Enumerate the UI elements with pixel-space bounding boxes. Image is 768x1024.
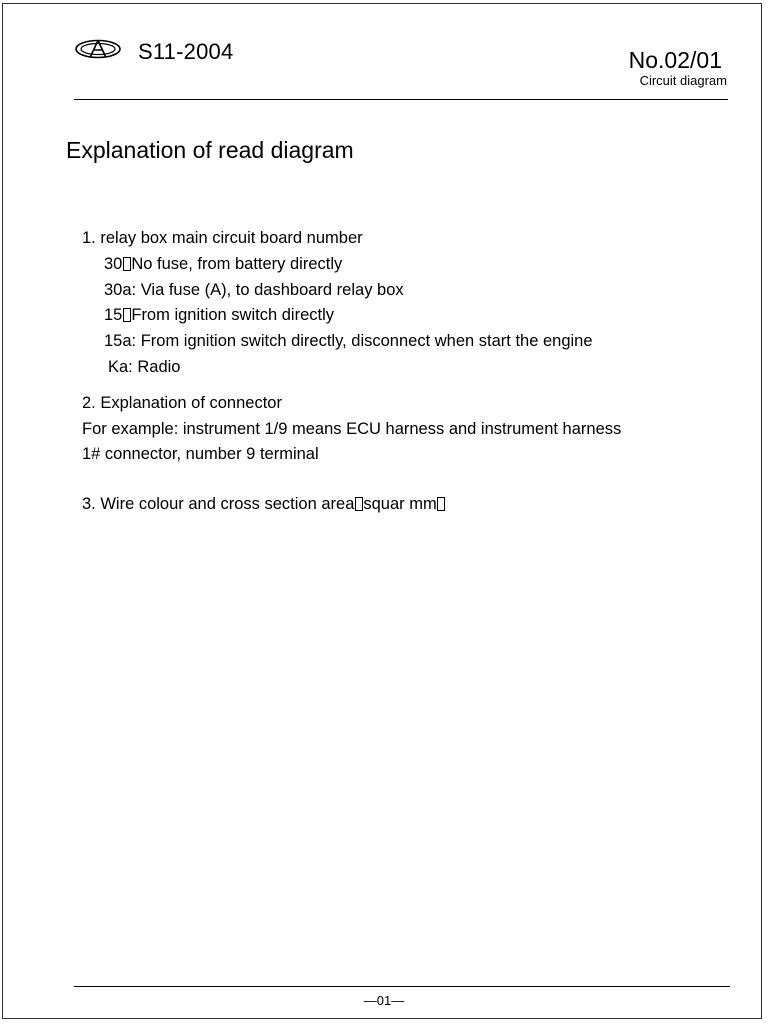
list-item-30a: 30a: Via fuse (A), to dashboard relay box bbox=[104, 281, 404, 299]
missing-glyph-icon bbox=[437, 497, 445, 511]
item-code: 15 bbox=[104, 306, 123, 324]
section-3-heading bbox=[82, 495, 446, 514]
section-2-heading: 2. Explanation of connector bbox=[82, 394, 282, 412]
list-item-15 bbox=[104, 306, 334, 325]
document-type: Circuit diagram bbox=[639, 73, 727, 88]
document-number: No.02/01 bbox=[628, 47, 722, 73]
list-item-30 bbox=[104, 255, 342, 274]
section-2-line: For example: instrument 1/9 means ECU harness and instrument harness bbox=[82, 420, 622, 438]
header-divider bbox=[74, 99, 728, 100]
missing-glyph-icon bbox=[123, 257, 131, 271]
section-1-heading: 1. relay box main circuit board number bbox=[82, 229, 363, 247]
section-3-text: 3. Wire colour and cross section area bbox=[82, 495, 355, 513]
list-item-15a: 15a: From ignition switch directly, disconnect when start the engine bbox=[104, 332, 593, 350]
item-text: No fuse, from battery directly bbox=[131, 255, 343, 273]
missing-glyph-icon bbox=[355, 497, 363, 511]
page-title: Explanation of read diagram bbox=[66, 137, 354, 163]
missing-glyph-icon bbox=[123, 308, 131, 322]
section-2-line: 1# connector, number 9 terminal bbox=[82, 445, 319, 463]
footer-divider bbox=[74, 986, 730, 987]
list-item-ka: Ka: Radio bbox=[108, 358, 181, 376]
item-code: 30 bbox=[104, 255, 123, 273]
item-text: From ignition switch directly bbox=[131, 306, 334, 324]
section-3-unit: squar mm bbox=[363, 495, 437, 513]
chery-logo-icon bbox=[74, 38, 122, 60]
model-code: S11-2004 bbox=[138, 39, 234, 64]
page-number: —01— bbox=[363, 993, 405, 1008]
